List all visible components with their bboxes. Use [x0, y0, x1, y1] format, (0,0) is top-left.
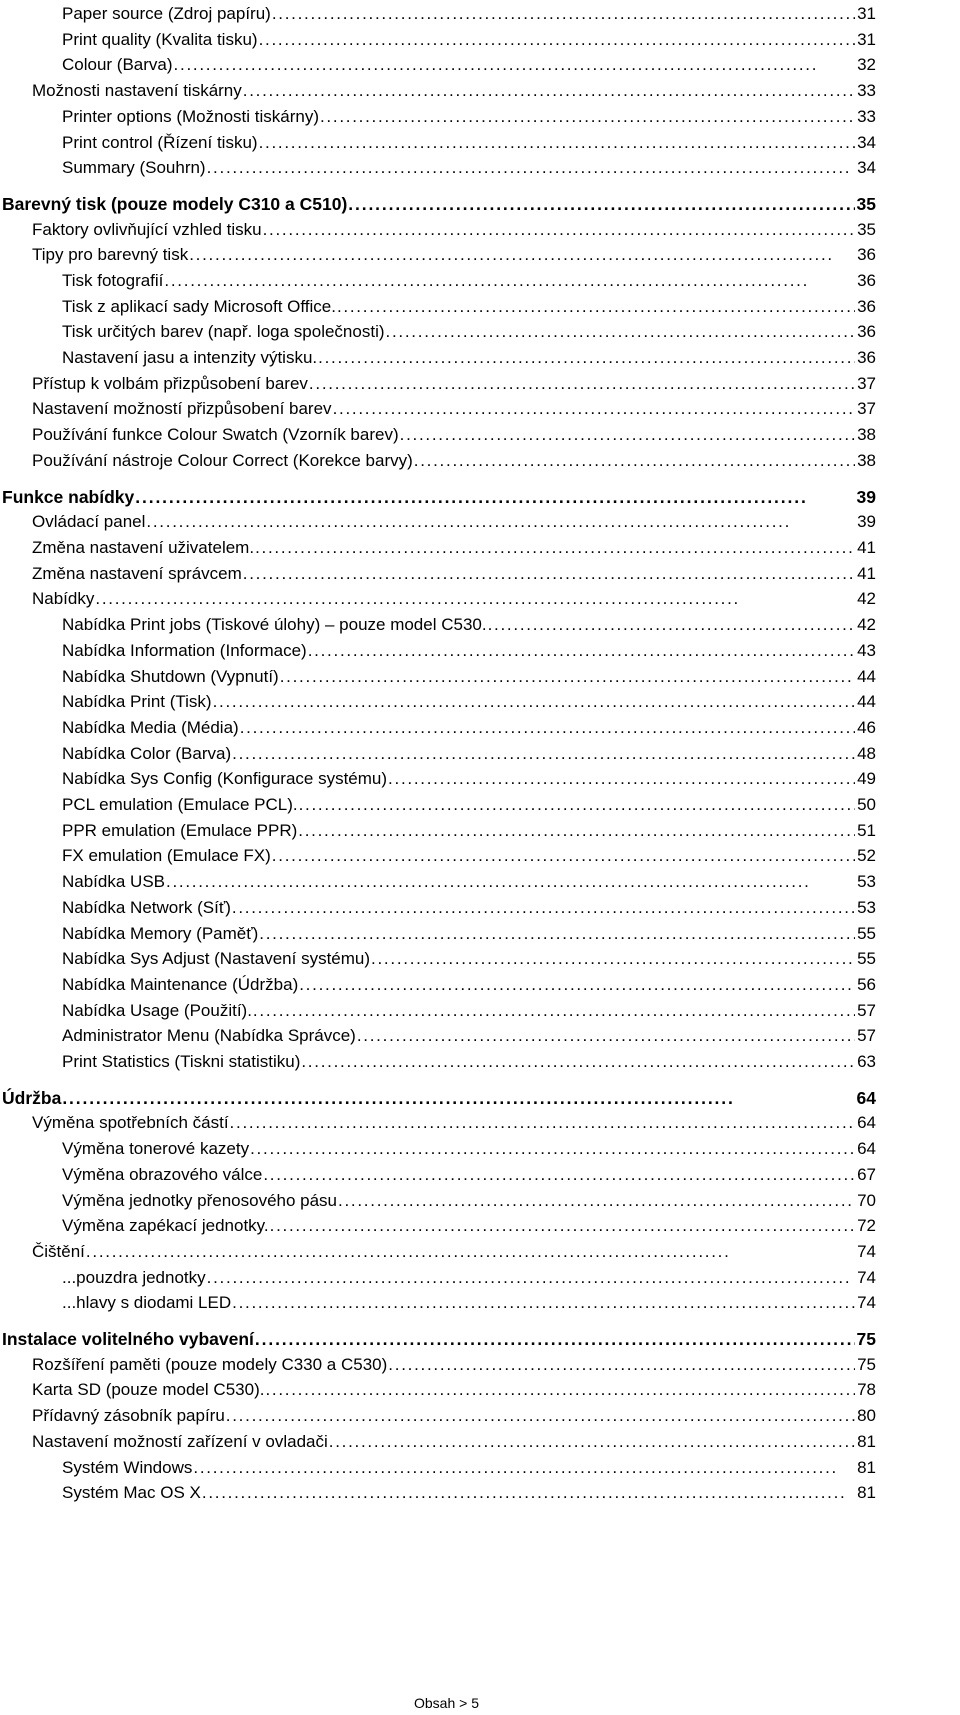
toc-entry-title: FX emulation (Emulace FX)	[62, 846, 271, 865]
toc-entry[interactable]	[62, 1050, 876, 1074]
toc-entry[interactable]	[62, 716, 876, 740]
toc-entry-page-number: 64	[857, 1139, 876, 1158]
toc-entry[interactable]	[32, 1240, 876, 1264]
toc-entry-page-number: 53	[857, 898, 876, 917]
toc-entry[interactable]	[32, 372, 876, 396]
dot-leader	[95, 587, 855, 611]
dot-leader	[255, 1327, 855, 1351]
dot-leader	[213, 690, 856, 714]
toc-entry[interactable]	[62, 1291, 876, 1315]
toc-entry[interactable]	[32, 79, 876, 103]
toc-entry-title: Tisk fotografií	[62, 271, 164, 290]
toc-entry-title: Nabídka Shutdown (Vypnutí)	[62, 667, 279, 686]
dot-leader	[259, 28, 856, 52]
toc-entry[interactable]	[32, 1111, 876, 1135]
dot-leader	[263, 218, 855, 242]
toc-entry[interactable]	[62, 1163, 876, 1187]
dot-leader	[255, 536, 855, 560]
toc-entry-title: Print Statistics (Tiskni statistiku)	[62, 1052, 301, 1071]
dot-leader	[488, 613, 855, 637]
toc-entry-page-number: 39	[857, 512, 876, 531]
dot-leader	[193, 1456, 855, 1480]
toc-entry-page-number: 35	[856, 194, 876, 214]
dot-leader	[414, 449, 855, 473]
dot-leader	[299, 793, 856, 817]
toc-entry[interactable]	[62, 28, 876, 52]
toc-entry-page-number: 57	[857, 1026, 876, 1045]
toc-entry[interactable]	[62, 639, 876, 663]
toc-entry-page-number: 33	[857, 107, 876, 126]
toc-entry[interactable]	[62, 1214, 876, 1238]
toc-entry[interactable]	[62, 105, 876, 129]
dot-leader	[298, 819, 855, 843]
toc-entry-title: Výměna spotřebních částí	[32, 1113, 229, 1132]
toc-entry-title: Možnosti nastavení tiskárny	[32, 81, 242, 100]
dot-leader	[265, 1378, 855, 1402]
toc-entry-page-number: 37	[857, 399, 876, 418]
toc-entry-title: Používání funkce Colour Swatch (Vzorník barev)	[32, 425, 399, 444]
toc-entry-title: Faktory ovlivňující vzhled tisku	[32, 220, 262, 239]
toc-entry-title: Nabídka Sys Adjust (Nastavení systému)	[62, 949, 371, 968]
dot-leader	[299, 973, 855, 997]
toc-entry[interactable]	[62, 947, 876, 971]
toc-entry[interactable]	[62, 320, 876, 344]
dot-leader	[388, 767, 855, 791]
toc-entry[interactable]	[32, 423, 876, 447]
toc-entry-title: Nabídka Media (Média)	[62, 718, 239, 737]
toc-entry-page-number: 36	[857, 348, 876, 367]
toc-entry[interactable]	[62, 896, 876, 920]
toc-entry-title: Nabídka Maintenance (Údržba)	[62, 975, 299, 994]
toc-entry-title: Summary (Souhrn)	[62, 158, 206, 177]
toc-entry[interactable]	[32, 1430, 876, 1454]
dot-leader	[166, 870, 855, 894]
toc-entry-page-number: 57	[857, 1001, 876, 1020]
toc-entry-page-number: 33	[857, 81, 876, 100]
dot-leader	[263, 1163, 855, 1187]
toc-entry-page-number: 67	[857, 1165, 876, 1184]
toc-entry-title: Nabídka Information (Informace)	[62, 641, 307, 660]
toc-entry-title: Paper source (Zdroj papíru)	[62, 4, 271, 23]
dot-leader	[338, 1189, 855, 1213]
dot-leader	[320, 105, 855, 129]
toc-entry-title: Výměna obrazového válce	[62, 1165, 263, 1184]
toc-entry[interactable]	[32, 1404, 876, 1428]
page-number-label: Obsah > 5	[414, 1695, 479, 1711]
dot-leader	[337, 295, 855, 319]
toc-entry[interactable]	[62, 1189, 876, 1213]
toc-entry-title: Používání nástroje Colour Correct (Korekce barvy)	[32, 451, 413, 470]
toc-entry[interactable]	[62, 295, 876, 319]
dot-leader	[270, 1214, 855, 1238]
toc-entry[interactable]	[32, 1378, 876, 1402]
toc-entry[interactable]	[32, 449, 876, 473]
toc-entry-page-number: 31	[857, 30, 876, 49]
toc-entry-page-number: 41	[857, 538, 876, 557]
dot-leader	[308, 639, 855, 663]
toc-entry-page-number: 44	[857, 692, 876, 711]
dot-leader	[272, 2, 855, 26]
toc-entry-title: Tipy pro barevný tisk	[32, 245, 189, 264]
toc-section-heading[interactable]	[2, 485, 876, 509]
toc-entry-page-number: 32	[857, 55, 876, 74]
toc-entry-title: Výměna zapékací jednotky.	[62, 1216, 269, 1235]
dot-leader	[318, 346, 855, 370]
toc-entry-title: Nabídka Sys Config (Konfigurace systému)	[62, 769, 388, 788]
toc-entry-title: Změna nastavení správcem	[32, 564, 242, 583]
toc-entry[interactable]	[32, 397, 876, 421]
toc-entry-page-number: 80	[857, 1406, 876, 1425]
toc-entry-page-number: 36	[857, 245, 876, 264]
toc-entry[interactable]	[32, 536, 876, 560]
dot-leader	[135, 485, 854, 509]
toc-entry-page-number: 74	[857, 1293, 876, 1312]
toc-entry-title: Karta SD (pouze model C530).	[32, 1380, 265, 1399]
toc-entry-title: Ovládací panel	[32, 512, 146, 531]
toc-entry-page-number: 72	[857, 1216, 876, 1235]
toc-entry[interactable]	[32, 587, 876, 611]
dot-leader	[62, 1086, 854, 1110]
dot-leader	[232, 742, 855, 766]
toc-entry[interactable]	[62, 156, 876, 180]
dot-leader	[253, 999, 855, 1023]
toc-entry-page-number: 74	[857, 1242, 876, 1261]
toc-entry-page-number: 36	[857, 322, 876, 341]
dot-leader	[240, 716, 855, 740]
toc-entry-title: ...pouzdra jednotky	[62, 1268, 206, 1287]
toc-entry[interactable]	[62, 1024, 876, 1048]
dot-leader	[386, 320, 856, 344]
toc-entry-page-number: 38	[857, 425, 876, 444]
toc-entry[interactable]	[62, 973, 876, 997]
dot-leader	[309, 372, 855, 396]
toc-entry-page-number: 44	[857, 667, 876, 686]
toc-section-heading[interactable]	[2, 1327, 876, 1351]
dot-leader	[329, 1430, 855, 1454]
toc-entry-page-number: 70	[857, 1191, 876, 1210]
toc-entry-page-number: 75	[857, 1355, 876, 1374]
toc-entry-title: Přístup k volbám přizpůsobení barev	[32, 374, 308, 393]
toc-entry-title: Nabídka USB	[62, 872, 165, 891]
toc-entry-title: Colour (Barva)	[62, 55, 173, 74]
toc-entry-page-number: 36	[857, 271, 876, 290]
dot-leader	[400, 423, 855, 447]
toc-entry-page-number: 56	[857, 975, 876, 994]
toc-entry[interactable]	[62, 793, 876, 817]
dot-leader	[280, 665, 855, 689]
toc-entry[interactable]	[62, 1456, 876, 1480]
toc-section-heading[interactable]	[2, 1086, 876, 1110]
toc-entry-page-number: 42	[857, 589, 876, 608]
toc-entry-title: Nabídka Usage (Použití).	[62, 1001, 252, 1020]
toc-entry-page-number: 53	[857, 872, 876, 891]
dot-leader	[232, 1291, 855, 1315]
dot-leader	[174, 53, 856, 77]
toc-entry[interactable]	[62, 1137, 876, 1161]
toc-entry-title: Výměna jednotky přenosového pásu	[62, 1191, 338, 1210]
toc-entry-title: Print control (Řízení tisku)	[62, 133, 258, 152]
dot-leader	[207, 1266, 855, 1290]
toc-entry-page-number: 75	[856, 1329, 876, 1349]
toc-entry-title: Systém Windows	[62, 1458, 193, 1477]
toc-entry[interactable]	[62, 2, 876, 26]
toc-entry[interactable]	[32, 218, 876, 242]
toc-entry[interactable]	[32, 510, 876, 534]
toc-entry-title: Instalace volitelného vybavení	[2, 1329, 254, 1349]
toc-entry-page-number: 46	[857, 718, 876, 737]
dot-leader	[164, 269, 855, 293]
dot-leader	[301, 1050, 855, 1074]
dot-leader	[348, 192, 854, 216]
toc-entry-title: Změna nastavení uživatelem.	[32, 538, 255, 557]
toc-entry-title: Nabídka Print (Tisk)	[62, 692, 212, 711]
toc-entry-title: Barevný tisk (pouze modely C310 a C510)	[2, 194, 348, 214]
dot-leader	[243, 562, 855, 586]
dot-leader	[226, 1404, 855, 1428]
toc-entry-page-number: 50	[857, 795, 876, 814]
toc-entry-title: Čištění	[32, 1242, 85, 1261]
dot-leader	[357, 1024, 855, 1048]
toc-entry-page-number: 81	[857, 1458, 876, 1477]
toc-entry[interactable]	[62, 269, 876, 293]
toc-entry-title: Administrator Menu (Nabídka Správce)	[62, 1026, 356, 1045]
toc-entry-page-number: 64	[857, 1113, 876, 1132]
toc-entry-page-number: 39	[856, 487, 876, 507]
toc-entry-page-number: 78	[857, 1380, 876, 1399]
toc-entry[interactable]	[62, 131, 876, 155]
toc-entry[interactable]	[62, 690, 876, 714]
dot-leader	[230, 1111, 856, 1135]
toc-entry-title: Údržba	[2, 1088, 62, 1108]
dot-leader	[202, 1481, 855, 1505]
toc-entry-page-number: 52	[857, 846, 876, 865]
toc-entry-title: Print quality (Kvalita tisku)	[62, 30, 258, 49]
dot-leader	[243, 79, 855, 103]
toc-entry[interactable]	[62, 53, 876, 77]
dot-leader	[146, 510, 855, 534]
dot-leader	[189, 243, 855, 267]
toc-entry-title: Nabídka Network (Síť)	[62, 898, 231, 917]
dot-leader	[333, 397, 856, 421]
toc-entry[interactable]	[32, 243, 876, 267]
toc-entry[interactable]	[62, 767, 876, 791]
toc-entry-page-number: 55	[857, 924, 876, 943]
dot-leader	[371, 947, 855, 971]
toc-entry-page-number: 42	[857, 615, 876, 634]
toc-entry-title: Přídavný zásobník papíru	[32, 1406, 225, 1425]
toc-entry-title: Nabídky	[32, 589, 95, 608]
dot-leader	[259, 922, 855, 946]
toc-entry-page-number: 48	[857, 744, 876, 763]
toc-entry-title: Nastavení jasu a intenzity výtisku.	[62, 348, 318, 367]
toc-entry[interactable]	[62, 613, 876, 637]
toc-entry-title: ...hlavy s diodami LED	[62, 1293, 232, 1312]
toc-entry-title: Systém Mac OS X	[62, 1483, 201, 1502]
toc-entry-title: PPR emulation (Emulace PPR)	[62, 821, 298, 840]
toc-entry-page-number: 55	[857, 949, 876, 968]
toc-entry-page-number: 81	[857, 1432, 876, 1451]
toc-entry-page-number: 38	[857, 451, 876, 470]
toc-entry-page-number: 35	[857, 220, 876, 239]
dot-leader	[207, 156, 855, 180]
toc-entry-title: Funkce nabídky	[2, 487, 135, 507]
toc-entry-page-number: 64	[856, 1088, 876, 1108]
toc-entry-page-number: 74	[857, 1268, 876, 1287]
toc-entry-title: Tisk z aplikací sady Microsoft Office.	[62, 297, 336, 316]
toc-entry-title: Nabídka Memory (Paměť)	[62, 924, 259, 943]
toc-entry-page-number: 36	[857, 297, 876, 316]
toc-entry-title: Nabídka Color (Barva)	[62, 744, 232, 763]
dot-leader	[232, 896, 855, 920]
toc-entry-page-number: 34	[857, 133, 876, 152]
dot-leader	[86, 1240, 855, 1264]
toc-entry[interactable]	[62, 999, 876, 1023]
toc-entry[interactable]	[32, 1353, 876, 1377]
toc-entry-title: Nabídka Print jobs (Tiskové úlohy) – pouze model C530.	[62, 615, 487, 634]
toc-section-heading[interactable]	[2, 192, 876, 216]
toc-entry-page-number: 81	[857, 1483, 876, 1502]
toc-entry-page-number: 63	[857, 1052, 876, 1071]
dot-leader	[250, 1137, 855, 1161]
dot-leader	[272, 844, 855, 868]
toc-entry-page-number: 43	[857, 641, 876, 660]
toc-entry-page-number: 49	[857, 769, 876, 788]
toc-entry[interactable]	[62, 346, 876, 370]
toc-entry-title: Nastavení možností zařízení v ovladači	[32, 1432, 328, 1451]
toc-entry-page-number: 37	[857, 374, 876, 393]
toc-entry-title: Tisk určitých barev (např. loga společnosti)	[62, 322, 385, 341]
toc-entry[interactable]	[62, 844, 876, 868]
toc-entry[interactable]	[62, 870, 876, 894]
toc-entry[interactable]	[62, 1481, 876, 1505]
toc-entry[interactable]	[62, 819, 876, 843]
toc-entry[interactable]	[32, 562, 876, 586]
toc-entry-page-number: 31	[857, 4, 876, 23]
toc-entry[interactable]	[62, 742, 876, 766]
toc-entry-title: Printer options (Možnosti tiskárny)	[62, 107, 319, 126]
toc-entry[interactable]	[62, 922, 876, 946]
dot-leader	[388, 1353, 855, 1377]
toc-entry-page-number: 34	[857, 158, 876, 177]
toc-entry-page-number: 41	[857, 564, 876, 583]
toc-entry[interactable]	[62, 665, 876, 689]
toc-entry[interactable]	[62, 1266, 876, 1290]
toc-entry-title: Výměna tonerové kazety	[62, 1139, 250, 1158]
toc-entry-title: PCL emulation (Emulace PCL).	[62, 795, 298, 814]
toc-entry-title: Nastavení možností přizpůsobení barev	[32, 399, 332, 418]
toc-entry-page-number: 51	[857, 821, 876, 840]
dot-leader	[259, 131, 856, 155]
toc-entry-title: Rozšíření paměti (pouze modely C330 a C530)	[32, 1355, 388, 1374]
